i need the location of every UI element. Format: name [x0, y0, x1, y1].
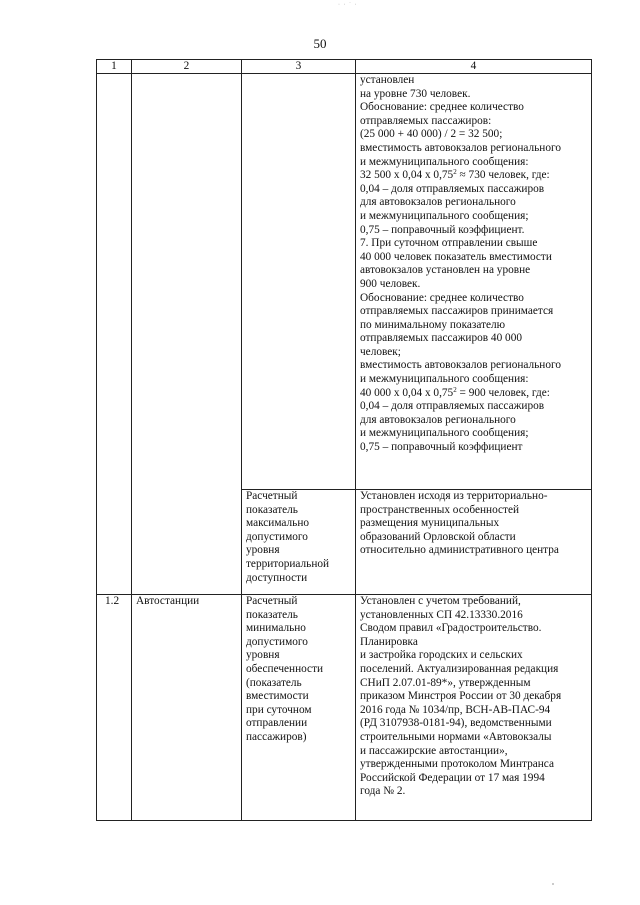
text-line: вместимость автовокзалов регионального [360, 141, 561, 154]
text-line: 7. При суточном отправлении свыше [360, 237, 538, 250]
formula-text: 40 000 x 0,04 x 0,75 [360, 386, 454, 399]
requirements-table [96, 59, 592, 821]
text-line: уровня [246, 544, 280, 557]
text-line: отправлении [246, 717, 308, 730]
cell-empty [242, 74, 356, 490]
text-line: поселений. Актуализированная редакция [360, 662, 559, 675]
text-line: Обоснование: среднее количество [360, 291, 524, 304]
text-line: пассажиров) [246, 730, 307, 743]
scan-artifact: · · ˙ · [338, 2, 358, 8]
text-line: пространственных особенностей [360, 503, 520, 516]
cell-empty [132, 74, 242, 595]
table-row [97, 595, 592, 821]
text-line: обеспеченности [246, 662, 324, 675]
text-line: Установлен с учетом требований, [360, 595, 521, 607]
text-line: минимально [246, 622, 306, 635]
text-line: при суточном [246, 703, 312, 716]
text-line: (25 000 + 40 000) / 2 = 32 500; [360, 128, 503, 141]
text-line: 0,75 – поправочный коэффициент [360, 441, 523, 454]
text-line: доступности [246, 571, 308, 584]
cell-indicator [242, 490, 356, 595]
text-line: показатель [246, 503, 298, 516]
text-line: и межмуниципального сообщения: [360, 373, 529, 386]
cell-object-type: Автостанции [132, 595, 242, 821]
text-line: 900 человек. [360, 277, 421, 290]
text-line: и межмуниципального сообщения; [360, 427, 529, 440]
cell-justification [356, 74, 592, 490]
table-row [97, 74, 592, 490]
text-line: года № 2. [360, 785, 406, 798]
formula-tail: = 900 человек, где: [456, 386, 550, 399]
text-line: утвержденными протоколом Минтранса [360, 758, 554, 771]
text-line: Обоснование: среднее количество [360, 101, 524, 114]
text-line: уровня [246, 649, 280, 662]
text-line: и межмуниципального сообщения: [360, 155, 529, 168]
text-line: (РД 3107938-0181-94), ведомственными [360, 717, 552, 730]
text-line: 0,04 – доля отправляемых пассажиров [360, 400, 545, 413]
text-line: установленных СП 42.13330.2016 [360, 608, 523, 621]
text-line: установлен [360, 74, 415, 86]
text-line: вместимости [246, 690, 309, 703]
text-line: 0,04 – доля отправляемых пассажиров [360, 182, 545, 195]
text-line: показатель [246, 608, 298, 621]
header-cell-1: 1 [97, 60, 132, 74]
text-line: вместимость автовокзалов регионального [360, 359, 561, 372]
text-line: Расчетный [246, 595, 298, 607]
text-line: автовокзалов установлен на уровне [360, 264, 531, 277]
cell-justification [356, 490, 592, 595]
text-line: Планировка [360, 635, 418, 648]
text-line: отправляемых пассажиров принимается [360, 305, 554, 318]
text-line: отправляемых пассажиров: [360, 114, 492, 127]
formula-tail: ≈ 730 человек, где: [456, 169, 550, 182]
text-line: размещения муниципальных [360, 517, 500, 530]
text-line: по минимальному показателю [360, 318, 506, 331]
text-line: образований Орловской области [360, 530, 516, 543]
text-line: Расчетный [246, 490, 298, 502]
text-line: допустимого [246, 635, 308, 648]
header-cell-4: 4 [356, 60, 592, 74]
text-line: на уровне 730 человек. [360, 87, 471, 100]
text-line: и застройка городских и сельских [360, 649, 523, 662]
text-line: и пассажирские автостанции», [360, 744, 508, 757]
text-line: строительными нормами «Автовокзалы [360, 730, 552, 743]
table-header-row [97, 60, 592, 74]
text-line: максимально [246, 517, 310, 530]
header-cell-3: 3 [242, 60, 356, 74]
cell-empty [97, 74, 132, 595]
text-line: относительно административного центра [360, 544, 559, 557]
text-line: Российской Федерации от 17 мая 1994 [360, 771, 545, 784]
cell-justification [356, 595, 592, 821]
text-line: Установлен исходя из территориально- [360, 490, 548, 502]
text-line: человек; [360, 345, 401, 358]
text-line: допустимого [246, 530, 308, 543]
text-line: Сводом правил «Градостроительство. [360, 622, 542, 635]
page-number: 50 [313, 36, 327, 51]
scan-speck [552, 883, 554, 885]
cell-indicator [242, 595, 356, 821]
text-line: приказом Минстроя России от 30 декабря [360, 690, 562, 703]
formula-text: 32 500 x 0,04 x 0,75 [360, 169, 454, 182]
text-line: отправляемых пассажиров 40 000 [360, 332, 523, 345]
text-line: СНиП 2.07.01-89*», утвержденным [360, 676, 531, 689]
text-line: территориальной [246, 557, 330, 570]
formula-line [360, 169, 588, 183]
text-line: и межмуниципального сообщения; [360, 209, 529, 222]
text-line: для автовокзалов регионального [360, 196, 516, 209]
text-line: 2016 года № 1034/пр, ВСН-АВ-ПАС-94 [360, 703, 551, 716]
formula-line [360, 387, 588, 401]
text-line: 0,75 – поправочный коэффициент. [360, 223, 525, 236]
formula-exponent: 2 [453, 385, 457, 394]
header-cell-2: 2 [132, 60, 242, 74]
text-line: (показатель [246, 676, 302, 689]
formula-exponent: 2 [453, 168, 457, 177]
cell-row-number: 1.2 [97, 595, 132, 821]
text-line: для автовокзалов регионального [360, 413, 516, 426]
text-line: 40 000 человек показатель вместимости [360, 250, 552, 263]
